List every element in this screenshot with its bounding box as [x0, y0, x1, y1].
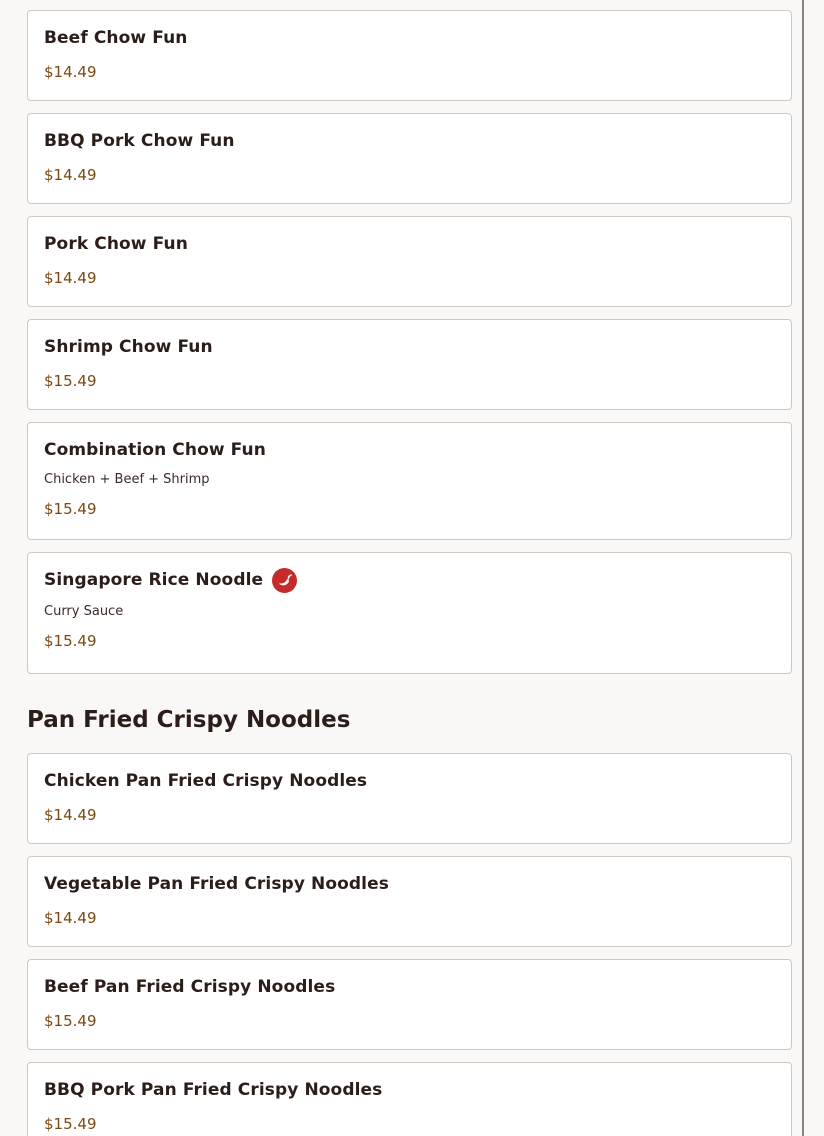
item-name-row: [44, 771, 775, 791]
item-price: $14.49: [44, 63, 97, 81]
item-name-row: [44, 874, 775, 894]
item-price: $14.49: [44, 269, 97, 287]
spicy-pepper-icon: [272, 568, 297, 593]
item-name-row: [44, 1080, 775, 1100]
item-price: $15.49: [44, 1115, 97, 1133]
item-name-row: [44, 440, 775, 460]
item-price: $15.49: [44, 372, 97, 390]
item-name-row: [44, 977, 775, 997]
scrollbar-divider: [802, 0, 804, 1136]
menu-item-card[interactable]: [27, 856, 792, 947]
item-price: $15.49: [44, 632, 97, 650]
item-name: Vegetable Pan Fried Crispy Noodles: [44, 874, 389, 894]
item-name: Beef Chow Fun: [44, 28, 188, 48]
menu-item-card[interactable]: [27, 216, 792, 307]
item-name: Chicken Pan Fried Crispy Noodles: [44, 771, 368, 791]
menu-item-card[interactable]: [27, 1062, 792, 1136]
item-name-row: [44, 28, 775, 48]
item-price: $15.49: [44, 1012, 97, 1030]
menu-item-card[interactable]: [27, 959, 792, 1050]
item-name-row: [44, 570, 775, 590]
menu-list: [27, 10, 792, 1136]
item-price: $14.49: [44, 166, 97, 184]
item-name: BBQ Pork Pan Fried Crispy Noodles: [44, 1080, 383, 1100]
item-name: BBQ Pork Chow Fun: [44, 131, 235, 151]
item-price: $14.49: [44, 806, 97, 824]
item-name: Combination Chow Fun: [44, 440, 266, 460]
item-description: Chicken + Beef + Shrimp: [44, 472, 210, 487]
item-name-row: [44, 337, 775, 357]
menu-item-card[interactable]: [27, 552, 792, 674]
menu-item-card[interactable]: [27, 319, 792, 410]
section-title: Pan Fried Crispy Noodles: [27, 707, 351, 733]
item-name-row: [44, 234, 775, 254]
item-name-row: [44, 131, 775, 151]
item-name: Shrimp Chow Fun: [44, 337, 213, 357]
menu-item-card[interactable]: [27, 10, 792, 101]
item-name: Beef Pan Fried Crispy Noodles: [44, 977, 336, 997]
item-name: Pork Chow Fun: [44, 234, 188, 254]
menu-item-card[interactable]: [27, 422, 792, 540]
menu-item-card[interactable]: [27, 753, 792, 844]
menu-item-card[interactable]: [27, 113, 792, 204]
item-description: Curry Sauce: [44, 604, 124, 619]
item-price: $15.49: [44, 500, 97, 518]
item-name: Singapore Rice Noodle: [44, 570, 264, 590]
item-price: $14.49: [44, 909, 97, 927]
